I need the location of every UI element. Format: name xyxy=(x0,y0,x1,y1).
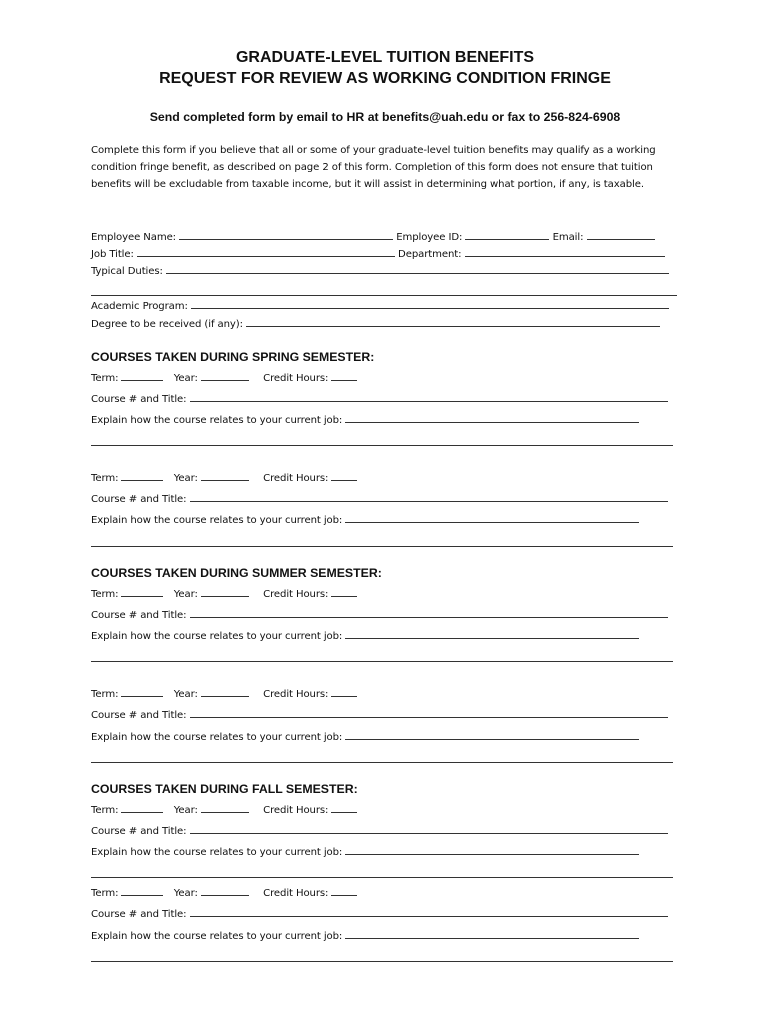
course-title-label: Course # and Title: xyxy=(91,909,187,920)
credit-hours-field[interactable] xyxy=(331,371,357,381)
course-title-field[interactable] xyxy=(190,824,668,834)
term-label: Term: xyxy=(91,689,119,700)
employee-id-label: Employee ID: xyxy=(396,232,463,243)
year-label: Year: xyxy=(173,888,198,899)
explain-field-line-2[interactable] xyxy=(91,546,673,547)
department-label: Department: xyxy=(398,249,462,260)
section-heading-fall: COURSES TAKEN DURING FALL SEMESTER: xyxy=(91,782,358,796)
employee-row-1 xyxy=(91,230,655,245)
term-label: Term: xyxy=(91,888,119,899)
course-title-field[interactable] xyxy=(190,492,668,502)
summer-course-1-term-row xyxy=(91,587,357,602)
course-title-label: Course # and Title: xyxy=(91,710,187,721)
credit-hours-label: Credit Hours: xyxy=(263,805,329,816)
course-title-label: Course # and Title: xyxy=(91,610,187,621)
term-field[interactable] xyxy=(121,886,163,896)
course-title-field[interactable] xyxy=(190,708,668,718)
degree-field[interactable] xyxy=(246,317,660,327)
typical-duties-field[interactable] xyxy=(166,264,669,274)
summer-course-2-title-row xyxy=(91,708,668,723)
term-label: Term: xyxy=(91,373,119,384)
course-title-field[interactable] xyxy=(190,608,668,618)
term-label: Term: xyxy=(91,589,119,600)
explain-field[interactable] xyxy=(345,730,639,740)
typical-duties-label: Typical Duties: xyxy=(91,266,163,277)
form-title-line1: GRADUATE-LEVEL TUITION BENEFITS xyxy=(235,49,535,66)
explain-field[interactable] xyxy=(345,513,639,523)
fall-course-2-term-row xyxy=(91,886,357,901)
credit-hours-field[interactable] xyxy=(331,587,357,597)
department-field[interactable] xyxy=(465,247,665,257)
summer-course-2-term-row xyxy=(91,687,357,702)
credit-hours-label: Credit Hours: xyxy=(263,373,329,384)
explain-field[interactable] xyxy=(345,629,639,639)
explain-label: Explain how the course relates to your current job: xyxy=(91,631,343,642)
spring-course-2-explain-row xyxy=(91,513,639,528)
explain-field[interactable] xyxy=(345,929,639,939)
employee-id-field[interactable] xyxy=(465,230,549,240)
section-heading-summer: COURSES TAKEN DURING SUMMER SEMESTER: xyxy=(91,566,382,580)
employee-name-label: Employee Name: xyxy=(91,232,176,243)
explain-label: Explain how the course relates to your current job: xyxy=(91,931,343,942)
credit-hours-label: Credit Hours: xyxy=(263,589,329,600)
year-field[interactable] xyxy=(201,371,249,381)
email-field[interactable] xyxy=(587,230,655,240)
summer-course-1-title-row xyxy=(91,608,668,623)
explain-label: Explain how the course relates to your current job: xyxy=(91,515,343,526)
fall-course-2-explain-row xyxy=(91,929,639,944)
explain-field-line-2[interactable] xyxy=(91,661,673,662)
credit-hours-field[interactable] xyxy=(331,803,357,813)
form-title-line2: REQUEST FOR REVIEW AS WORKING CONDITION FRINGE xyxy=(159,70,611,87)
explain-field-line-2[interactable] xyxy=(91,961,673,962)
academic-program-label: Academic Program: xyxy=(91,301,188,312)
term-field[interactable] xyxy=(121,587,163,597)
year-label: Year: xyxy=(173,805,198,816)
year-field[interactable] xyxy=(201,471,249,481)
typical-duties-field-line-2[interactable] xyxy=(91,295,677,296)
credit-hours-label: Credit Hours: xyxy=(263,888,329,899)
fall-course-1-explain-row xyxy=(91,845,639,860)
credit-hours-field[interactable] xyxy=(331,471,357,481)
year-field[interactable] xyxy=(201,886,249,896)
explain-field[interactable] xyxy=(345,845,639,855)
explain-label: Explain how the course relates to your current job: xyxy=(91,847,343,858)
year-label: Year: xyxy=(173,473,198,484)
explain-label: Explain how the course relates to your current job: xyxy=(91,415,343,426)
spring-course-1-title-row xyxy=(91,392,668,407)
job-title-field[interactable] xyxy=(137,247,395,257)
academic-program-field[interactable] xyxy=(191,299,669,309)
fall-course-1-term-row xyxy=(91,803,357,818)
section-heading-spring: COURSES TAKEN DURING SPRING SEMESTER: xyxy=(91,350,375,364)
term-label: Term: xyxy=(91,805,119,816)
employee-row-2 xyxy=(91,247,665,262)
email-label: Email: xyxy=(552,232,584,243)
credit-hours-label: Credit Hours: xyxy=(263,473,329,484)
job-title-label: Job Title: xyxy=(91,249,134,260)
course-title-label: Course # and Title: xyxy=(91,826,187,837)
course-title-field[interactable] xyxy=(190,907,668,917)
employee-row-4 xyxy=(91,299,669,314)
explain-field[interactable] xyxy=(345,413,639,423)
term-field[interactable] xyxy=(121,803,163,813)
course-title-field[interactable] xyxy=(190,392,668,402)
course-title-label: Course # and Title: xyxy=(91,394,187,405)
spring-course-1-explain-row xyxy=(91,413,639,428)
term-field[interactable] xyxy=(121,371,163,381)
year-field[interactable] xyxy=(201,587,249,597)
employee-row-3 xyxy=(91,264,669,279)
spring-course-1-term-row xyxy=(91,371,357,386)
year-label: Year: xyxy=(173,373,198,384)
term-field[interactable] xyxy=(121,471,163,481)
fall-course-1-title-row xyxy=(91,824,668,839)
explain-field-line-2[interactable] xyxy=(91,877,673,878)
summer-course-2-explain-row xyxy=(91,730,639,745)
fall-course-2-title-row xyxy=(91,907,668,922)
employee-row-5 xyxy=(91,317,660,332)
credit-hours-field[interactable] xyxy=(331,886,357,896)
year-label: Year: xyxy=(173,689,198,700)
send-instruction: Send completed form by email to HR at benefits@uah.edu or fax to 256-824-6908 xyxy=(149,110,621,124)
intro-paragraph: Complete this form if you believe that all or some of your graduate-level tuition benefits may qualify as a working condition fringe benefit, as described on page 2 of this form. Completion of this form does not ensure that tuition benefits will be excludable from taxable income, but it will assist in determining what portion, if any, is taxable. xyxy=(91,145,656,191)
explain-field-line-2[interactable] xyxy=(91,445,673,446)
summer-course-1-explain-row xyxy=(91,629,639,644)
explain-label: Explain how the course relates to your current job: xyxy=(91,732,343,743)
year-field[interactable] xyxy=(201,803,249,813)
employee-name-field[interactable] xyxy=(179,230,393,240)
credit-hours-label: Credit Hours: xyxy=(263,689,329,700)
spring-course-2-title-row xyxy=(91,492,668,507)
term-label: Term: xyxy=(91,473,119,484)
degree-label: Degree to be received (if any): xyxy=(91,319,243,330)
spring-course-2-term-row xyxy=(91,471,357,486)
year-label: Year: xyxy=(173,589,198,600)
credit-hours-field[interactable] xyxy=(331,687,357,697)
explain-field-line-2[interactable] xyxy=(91,762,673,763)
term-field[interactable] xyxy=(121,687,163,697)
course-title-label: Course # and Title: xyxy=(91,494,187,505)
year-field[interactable] xyxy=(201,687,249,697)
